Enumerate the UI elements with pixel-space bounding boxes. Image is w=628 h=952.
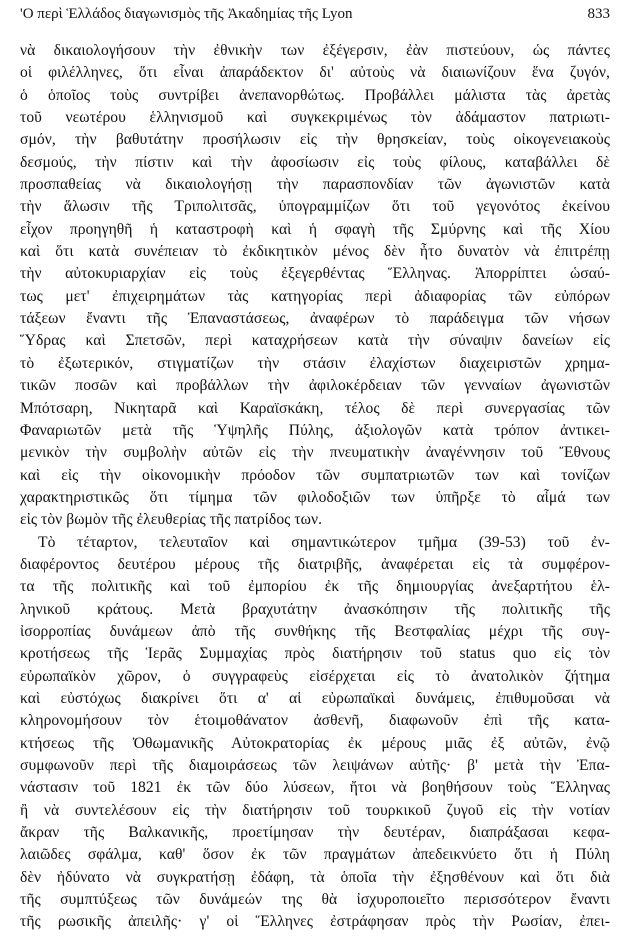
text-line: συμφωνοῦν περὶ τῆς διαμοιράσεως τῶν λειψάνων αὐτῆς· β' μετὰ τὴν Ἐπα- [20,757,610,774]
text-line: Ὕδρας καὶ Σπετσῶν, περὶ καταχρήσεων κατὰ τὴν σύναψιν δανείων εἰς [20,332,610,350]
paragraph-1 [20,40,610,532]
text-line: Φαναριωτῶν μετὰ τῆς Ὑψηλῆς Πύλης, ἀξιολογῶν κατὰ τρόπον ἀντικει- [20,421,610,439]
text-line: σμόν, τὴν βαθυτάτην προσήλωσιν εἰς τὴν θρησκείαν, τοὺς οἰκογενειακοὺς [20,131,610,149]
body-text [20,40,610,934]
text-line: τὴν ἅλωσιν τῆς Τριπολιτσᾶς, ὑπογραμμίζων ὅτι τοῦ γεγονότος ἐκείνου [20,198,610,216]
text-line: κροτήσεως τῆς Ἱερᾶς Συμμαχίας πρὸς διατήρησιν τοῦ status quo εἰς τὸν [20,645,610,663]
text-line: λαιῶδες σφάλμα, καθ' ὅσον ἐκ τῶν πραγμάτων ἀπεδεικνύετο ὅτι ἡ Πύλη [20,846,610,864]
text-line: ἰσορροπίας δυνάμεων ἀπὸ τῆς συνθήκης τῆς Βεστφαλίας μέχρι τῆς συγ- [20,622,610,640]
paragraph-2 [20,532,610,934]
text-line: κληρονομήσουν τὸν ἑτοιμοθάνατον ἀσθενῆ, διαφωνοῦν ἐπὶ τῆς κατα- [20,712,610,730]
text-line: διαφέροντος δευτέρου μέρους τῆς διατριβῆς, ἀναφέρεται εἰς τὰ συμφέρον- [20,555,610,573]
running-title: 'Ο περὶ Ἑλλάδος διαγωνισμὸς τῆς Ἀκαδημίας τῆς Lyon [20,6,353,22]
text-line: Τὸ τέταρτον, τελευταῖον καὶ σημαντικώτερον τμῆμα (39-53) τοῦ ἐν- [38,533,610,551]
text-line: χαρακτηριστικῶς ὅτι τίμημα τῶν φιλοδοξιῶν των ὑπῆρξε τὸ αἷμά των [20,488,610,506]
text-line: ἢ νὰ συντελέσουν εἰς τὴν διατήρησιν τοῦ τουρκικοῦ ζυγοῦ εἰς τὴν νοτίαν [20,801,610,819]
text-line: τοῦ νεωτέρου ἑλληνισμοῦ καὶ συγκεκριμένως τὸν ἀδάμαστον πατριωτι- [20,109,610,127]
text-line: κτήσεως τῆς Ὀθωμανικῆς Αὐτοκρατορίας ἐκ μέρους μιᾶς ἐξ αὐτῶν, ἐνῷ [20,734,610,752]
text-line: εἰς τὸν βωμὸν τῆς ἐλευθερίας τῆς πατρίδος των. [20,511,323,529]
text-line: καὶ εἰς τὴν οἰκονομικὴν πρόοδον τῶν συμπατριωτῶν των καὶ τονίζων [20,466,610,484]
text-line: τὸ ἐξωτερικόν, στιγματίζων τὴν στάσιν ἐλαχίστων διαχειριστῶν χρημα- [20,354,610,372]
text-line: τικῶν ποσῶν καὶ προβάλλων τὴν ἀφιλοκέρδειαν τῶν γενναίων ἀγωνιστῶν [20,377,610,395]
text-line: τα τῆς πολιτικῆς καὶ τοῦ ἐμπορίου ἐκ τῆς δημιουργίας ἀνεξαρτήτου ἑλ- [20,578,610,596]
text-line: εὐρωπαϊκὸν χῶρον, ὁ συγγραφεὺς εἰσέρχεται εἰς τὸ ἀνατολικὸν ζήτημα [20,667,610,685]
text-line: ὁ ὁποῖος τοὺς συντρίβει ἀνεπανορθώτως. Προβάλλει μάλιστα τὰς ἀρετὰς [20,86,610,104]
text-line: Μπότσαρη, Νικηταρᾶ καὶ Καραϊσκάκη, τέλος δὲ περὶ συνεργασίας τῶν [20,399,610,417]
text-line: τῆς ρωσικῆς ἀπειλῆς· γ' οἱ Ἕλληνες ἐστράφησαν πρὸς τὴν Ρωσίαν, ἐπει- [20,913,610,931]
text-line: εἶχον προηγηθῆ ἡ καταστροφὴ καὶ ἡ σφαγὴ τῆς Σμύρνης καὶ τῆς Χίου [20,220,610,238]
text-line: δὲν ἠδύνατο νὰ συγκρατήσῃ ἐδάφη, τὰ ὁποῖα τὴν ἐξησθένουν καὶ ὅτι διὰ [20,868,610,886]
text-line: τῆς συμπτύξεως τῶν δυνάμεών της θὰ ἰσχυροποιεῖτο περισσότερον ἔναντι [20,891,610,909]
page-number: 833 [587,6,610,22]
running-header [20,4,610,24]
text-line: τάξεων ἔναντι τῆς Ἐπαναστάσεως, ἀναφέρων τὸ παράδειγμα τῶν νήσων [20,310,610,328]
text-line: ληνικοῦ κράτους. Μετὰ βραχυτάτην ἀνασκόπησιν τῆς πολιτικῆς τῆς [20,600,610,618]
text-line: τως μετ' ἐπιχειρημάτων τὰς κατηγορίας περὶ ἀδιαφορίας τῶν εὐπόρων [20,287,610,305]
text-line: μενικὸν τὴν συμβολὴν αὐτῶν εἰς τὴν πνευματικὴν ἀναγέννησιν τοῦ Ἔθνους [20,444,610,462]
text-line: ἄκραν τῆς Βαλκανικῆς, προετίμησαν τὴν δευτέραν, διαπράξασαι κεφα- [20,824,610,842]
text-line: οἱ φιλέλληνες, ὅτι εἶναι ἀπαράδεκτον δι' αὐτοὺς νὰ διαιωνίζουν ἕνα ζυγόν, [20,64,610,82]
text-line: δεσμούς, τὴν πίστιν καὶ τὴν ἀφοσίωσιν εἰς τοὺς φίλους, καταβάλλει δὲ [20,153,610,171]
text-line: νὰ δικαιολογήσουν τὴν ἐθνικὴν των ἐξέγερσιν, ἐὰν πιστεύουν, ὡς πάντες [20,42,610,59]
document-page [20,0,610,952]
text-line: καὶ εὐστόχως διακρίνει ὅτι α' αἱ εὐρωπαϊκαὶ δυνάμεις, ἐπιθυμοῦσαι νὰ [20,689,610,707]
text-line: καὶ ὅτι κατὰ συνέπειαν τὸ ἐκδικητικὸν μένος δὲν ἦτο δυνατὸν νὰ ἐπιτρέπῃ [20,243,610,261]
text-line: νάστασιν τοῦ 1821 ἐκ τῶν δύο λύσεων, ἤτοι νὰ βοηθήσουν τοὺς Ἕλληνας [20,779,610,797]
text-line: προσπαθείας νὰ δικαιολογήσῃ τὴν παρασπονδίαν τῶν ἀγωνιστῶν κατὰ [20,176,610,194]
text-line: τὴν αὐτοκυριαρχίαν εἰς τοὺς ἐξεγερθέντας Ἕλληνας. Ἀπορρίπτει ὡσαύ- [20,265,610,283]
